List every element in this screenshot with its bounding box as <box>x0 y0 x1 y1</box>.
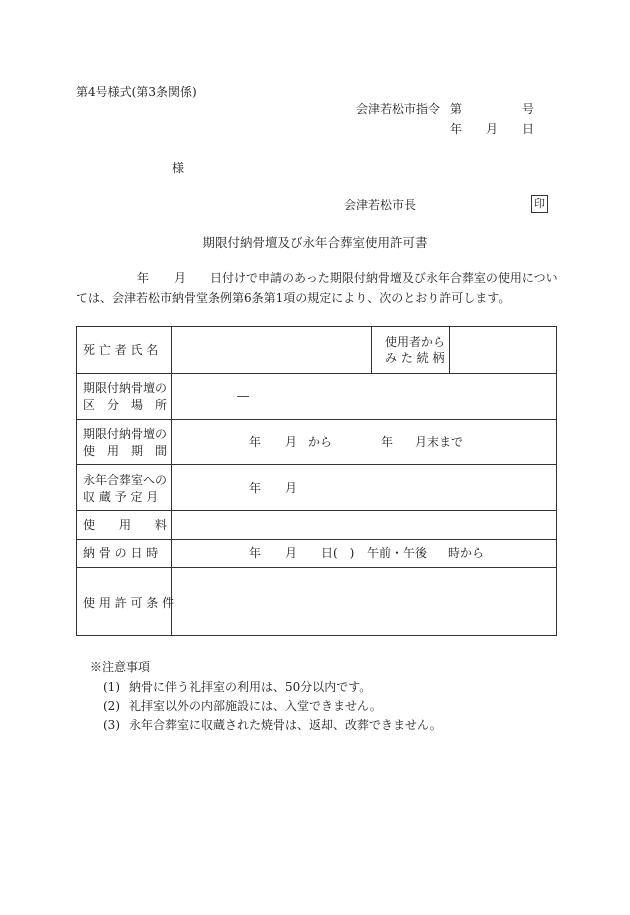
note-text: 納骨に伴う礼拝室の利用は、50分以内です。 <box>129 680 372 694</box>
period-year2: 年 <box>381 435 394 449</box>
fee-field[interactable] <box>176 515 552 535</box>
label-use-period-2: 使 用 期 間 <box>83 444 168 458</box>
para-month: 月 <box>174 271 187 285</box>
interment-ampm: 午前・午後 <box>367 546 428 560</box>
note-number: (3) <box>103 718 120 732</box>
label-niche-location-1: 期限付納骨壇の <box>83 381 168 395</box>
date-day: 日 <box>522 122 535 136</box>
date-month: 月 <box>486 122 499 136</box>
storage-year: 年 <box>249 481 262 495</box>
issuer-name: 会津若松市長 <box>344 198 417 212</box>
document-title: 期限付納骨壇及び永年合葬室使用許可書 <box>202 235 428 250</box>
label-deceased-name: 死 亡 者 氏 名 <box>83 343 159 357</box>
period-year1: 年 <box>249 435 262 449</box>
note-text: 永年合葬室に収蔵された焼骨は、返却、改葬できません。 <box>129 718 442 732</box>
para-rest: 日付けで申請のあった期限付納骨壇及び永年合葬室の使用につい <box>210 271 558 285</box>
label-storage-month-1: 永年合葬室への <box>83 473 168 487</box>
note-item <box>103 697 382 714</box>
period-kara: から <box>308 435 333 449</box>
interment-month: 月 <box>285 546 298 560</box>
interment-year: 年 <box>249 546 262 560</box>
label-relation-1: 使用者から <box>385 335 446 349</box>
para-year: 年 <box>137 271 150 285</box>
note-text: 礼拝室以外の内部施設には、入堂できません。 <box>129 699 382 713</box>
label-permit-conditions: 使 用 許 可 条 件 <box>83 596 175 610</box>
order-go: 号 <box>522 102 535 116</box>
seal-mark: 印 <box>531 195 548 213</box>
label-interment-datetime: 納 骨 の 日 時 <box>83 546 159 560</box>
date-year: 年 <box>450 122 463 136</box>
note-number: (2) <box>103 699 120 713</box>
niche-location-value: ― <box>237 389 249 403</box>
addressee-sama: 様 <box>172 161 185 175</box>
form-number: 第4号様式(第3条関係) <box>76 85 197 99</box>
order-dai: 第 <box>450 102 463 116</box>
note-item <box>103 678 371 695</box>
order-prefix: 会津若松市指令 <box>356 102 441 116</box>
notes-heading: ※注意事項 <box>90 660 151 674</box>
label-use-period-1: 期限付納骨壇の <box>83 427 168 441</box>
label-niche-location-2: 区 分 場 所 <box>83 398 168 412</box>
note-number: (1) <box>103 680 120 694</box>
relation-field[interactable] <box>454 333 552 367</box>
deceased-name-field[interactable] <box>176 333 366 367</box>
permit-table <box>76 326 557 636</box>
period-month1: 月 <box>285 435 298 449</box>
permit-conditions-field[interactable] <box>176 573 552 631</box>
storage-month: 月 <box>285 481 298 495</box>
period-made: 月末まで <box>415 435 464 449</box>
label-fee: 使 用 料 <box>83 518 168 532</box>
label-relation-2: み た 続 柄 <box>385 351 445 365</box>
para-line2: ては、会津若松市納骨堂条例第6条第1項の規定により、次のとおり許可します。 <box>76 291 511 305</box>
label-storage-month-2: 収 蔵 予 定 月 <box>83 490 159 504</box>
interment-time: 時から <box>448 546 485 560</box>
interment-day: 日( ) <box>321 546 355 560</box>
note-item <box>103 716 442 733</box>
